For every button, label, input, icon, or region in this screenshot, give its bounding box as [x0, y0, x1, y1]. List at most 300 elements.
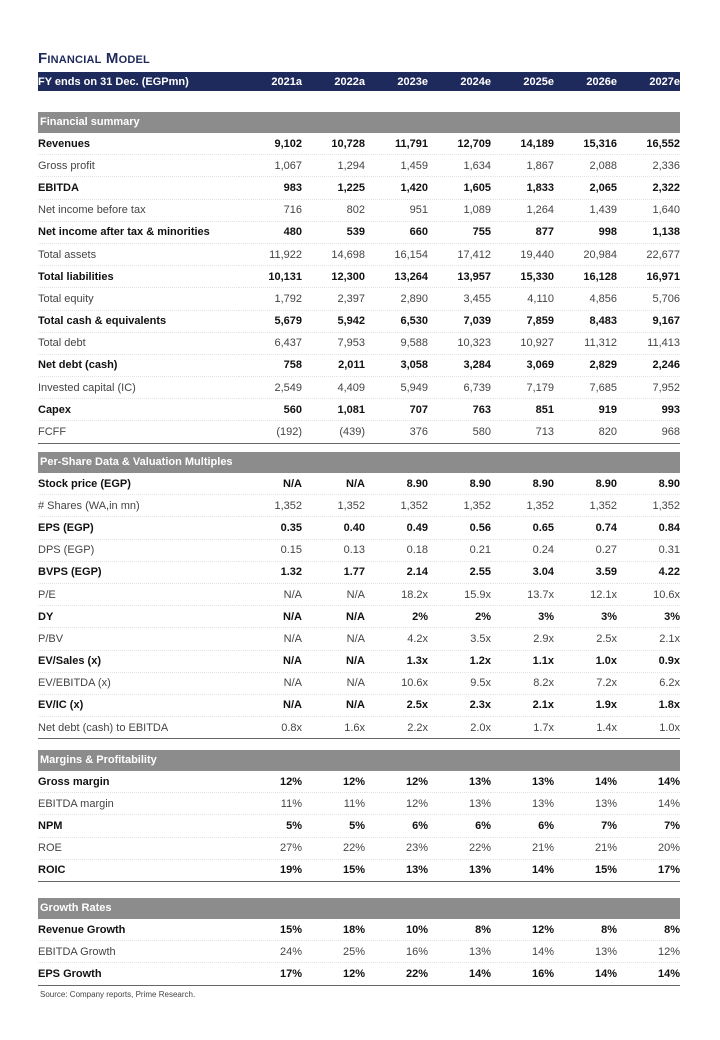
table-row [38, 243, 680, 265]
row-value: 1,605 [428, 177, 491, 199]
row-value: 10,927 [491, 332, 554, 354]
row-value: 21% [554, 837, 617, 859]
table-row [38, 650, 680, 672]
row-value: 1,067 [239, 155, 302, 177]
row-value: 2,829 [554, 354, 617, 376]
row-value: 11% [302, 793, 365, 815]
row-label: NPM [38, 815, 239, 837]
row-value: 18% [302, 919, 365, 941]
row-label: EBITDA Growth [38, 941, 239, 963]
row-value: 3% [491, 606, 554, 628]
row-value: 2% [428, 606, 491, 628]
row-value: 2,088 [554, 155, 617, 177]
table-row [38, 495, 680, 517]
row-value: 16,552 [617, 133, 680, 155]
table-row [38, 517, 680, 539]
row-value: N/A [302, 606, 365, 628]
row-value: 1,352 [365, 495, 428, 517]
row-label: EV/EBITDA (x) [38, 672, 239, 694]
row-value: 16,128 [554, 266, 617, 288]
table-row [38, 266, 680, 288]
section-header: Financial summary [38, 112, 680, 133]
year-col: 2027e [649, 75, 680, 88]
row-value: 11,312 [554, 332, 617, 354]
row-value: 9,588 [365, 332, 428, 354]
row-value: 7% [617, 815, 680, 837]
row-value: 580 [428, 421, 491, 443]
row-value: 7,179 [491, 377, 554, 399]
year-header [38, 72, 680, 91]
row-value: 1.6x [302, 717, 365, 739]
row-value: 2.9x [491, 628, 554, 650]
row-value: 0.18 [365, 539, 428, 561]
row-label: FCFF [38, 421, 239, 443]
row-value: 13,957 [428, 266, 491, 288]
row-value: 0.9x [617, 650, 680, 672]
row-value: 8.90 [554, 473, 617, 495]
row-value: 8.90 [491, 473, 554, 495]
row-value: 7.2x [554, 672, 617, 694]
table-row [38, 310, 680, 332]
row-value: N/A [302, 583, 365, 605]
row-value: 1,640 [617, 199, 680, 221]
row-label: EPS Growth [38, 963, 239, 985]
row-label: EBITDA margin [38, 793, 239, 815]
row-value: 1.3x [365, 650, 428, 672]
row-value: 15% [302, 859, 365, 881]
row-value: 13% [491, 793, 554, 815]
row-value: 993 [617, 399, 680, 421]
row-value: 4.22 [617, 561, 680, 583]
row-value: 14% [491, 859, 554, 881]
table-row [38, 963, 680, 985]
row-value: 9.5x [428, 672, 491, 694]
row-label: EV/Sales (x) [38, 650, 239, 672]
row-value: 1,420 [365, 177, 428, 199]
row-value: 0.49 [365, 517, 428, 539]
row-value: 3.04 [491, 561, 554, 583]
row-value: 15,330 [491, 266, 554, 288]
row-value: 3,058 [365, 354, 428, 376]
row-value: 2.1x [617, 628, 680, 650]
section-margins [38, 750, 680, 882]
year-col: 2022a [334, 75, 365, 88]
row-value: 1,225 [302, 177, 365, 199]
table-row [38, 332, 680, 354]
row-value: 2,011 [302, 354, 365, 376]
row-value: 763 [428, 399, 491, 421]
table-row [38, 941, 680, 963]
row-value: 4.2x [365, 628, 428, 650]
row-value: 7,039 [428, 310, 491, 332]
row-value: 10,323 [428, 332, 491, 354]
table-row [38, 399, 680, 421]
row-value: 1.7x [491, 717, 554, 739]
row-value: 8,483 [554, 310, 617, 332]
row-value: 13.7x [491, 583, 554, 605]
row-value: 6% [491, 815, 554, 837]
row-value: 10,131 [239, 266, 302, 288]
row-label: Revenues [38, 133, 239, 155]
row-value: 12% [302, 771, 365, 793]
row-value: 2,890 [365, 288, 428, 310]
row-value: N/A [302, 672, 365, 694]
table-row [38, 421, 680, 443]
row-value: 5,949 [365, 377, 428, 399]
row-value: 0.13 [302, 539, 365, 561]
row-value: 11,791 [365, 133, 428, 155]
row-value: 7,953 [302, 332, 365, 354]
row-value: 17% [617, 859, 680, 881]
row-value: 983 [239, 177, 302, 199]
row-value: 12% [239, 771, 302, 793]
row-value: 716 [239, 199, 302, 221]
source-note: Source: Company reports, Prime Research. [40, 990, 196, 999]
row-value: 1,089 [428, 199, 491, 221]
row-value: 12% [365, 793, 428, 815]
table-row [38, 771, 680, 793]
page-title: Financial Model [38, 50, 150, 67]
table-row [38, 694, 680, 716]
table-row [38, 221, 680, 243]
row-label: BVPS (EGP) [38, 561, 239, 583]
row-value: 1.1x [491, 650, 554, 672]
row-value: 14% [554, 771, 617, 793]
row-label: P/BV [38, 628, 239, 650]
row-value: (439) [302, 421, 365, 443]
table-row [38, 377, 680, 399]
row-value: 14,189 [491, 133, 554, 155]
row-value: 1,439 [554, 199, 617, 221]
row-value: 560 [239, 399, 302, 421]
row-value: 1,867 [491, 155, 554, 177]
row-value: 2,336 [617, 155, 680, 177]
row-value: 20% [617, 837, 680, 859]
row-value: 12% [491, 919, 554, 941]
row-value: 7,952 [617, 377, 680, 399]
row-value: 1.4x [554, 717, 617, 739]
row-label: Total liabilities [38, 266, 239, 288]
row-value: 0.84 [617, 517, 680, 539]
table-row [38, 919, 680, 941]
row-value: 13% [554, 941, 617, 963]
row-value: 19% [239, 859, 302, 881]
row-value: 5,706 [617, 288, 680, 310]
row-value: 0.31 [617, 539, 680, 561]
row-value: N/A [302, 650, 365, 672]
row-value: 851 [491, 399, 554, 421]
row-value: 14% [617, 963, 680, 985]
row-value: 2.2x [365, 717, 428, 739]
row-value: 1.9x [554, 694, 617, 716]
row-value: N/A [239, 606, 302, 628]
table-row [38, 583, 680, 605]
row-value: 12% [365, 771, 428, 793]
row-label: DPS (EGP) [38, 539, 239, 561]
row-value: 3.59 [554, 561, 617, 583]
row-value: 0.65 [491, 517, 554, 539]
row-value: 951 [365, 199, 428, 221]
row-label: Net debt (cash) to EBITDA [38, 717, 239, 739]
row-value: 1,634 [428, 155, 491, 177]
row-value: 1.77 [302, 561, 365, 583]
row-value: 1,352 [617, 495, 680, 517]
row-label: Stock price (EGP) [38, 473, 239, 495]
row-value: 877 [491, 221, 554, 243]
row-value: 17,412 [428, 243, 491, 265]
row-value: 15,316 [554, 133, 617, 155]
row-value: 2.1x [491, 694, 554, 716]
row-value: 22,677 [617, 243, 680, 265]
header-label: FY ends on 31 Dec. (EGPmn) [38, 75, 189, 88]
row-value: 16% [491, 963, 554, 985]
table-row [38, 133, 680, 155]
row-value: 8% [617, 919, 680, 941]
row-value: N/A [239, 473, 302, 495]
row-value: 998 [554, 221, 617, 243]
row-value: 1,264 [491, 199, 554, 221]
table-row [38, 606, 680, 628]
row-value: 6,530 [365, 310, 428, 332]
row-value: 10,728 [302, 133, 365, 155]
row-value: 8.90 [365, 473, 428, 495]
row-value: 24% [239, 941, 302, 963]
row-value: N/A [239, 672, 302, 694]
row-value: 15.9x [428, 583, 491, 605]
row-value: 22% [302, 837, 365, 859]
row-value: 2.5x [554, 628, 617, 650]
row-value: 12,300 [302, 266, 365, 288]
row-value: 6% [365, 815, 428, 837]
row-value: 1,138 [617, 221, 680, 243]
row-value: 22% [365, 963, 428, 985]
row-value: 480 [239, 221, 302, 243]
row-value: 14% [617, 793, 680, 815]
row-value: 5,679 [239, 310, 302, 332]
row-label: Total equity [38, 288, 239, 310]
row-value: 5% [302, 815, 365, 837]
row-label: Net income before tax [38, 199, 239, 221]
row-value: 968 [617, 421, 680, 443]
row-value: 2,549 [239, 377, 302, 399]
row-value: 11,413 [617, 332, 680, 354]
row-value: (192) [239, 421, 302, 443]
row-value: 11% [239, 793, 302, 815]
row-value: 15% [554, 859, 617, 881]
row-value: 13% [365, 859, 428, 881]
row-label: # Shares (WA,in mn) [38, 495, 239, 517]
row-value: 10.6x [617, 583, 680, 605]
row-value: 0.24 [491, 539, 554, 561]
row-value: N/A [239, 628, 302, 650]
row-value: 2,246 [617, 354, 680, 376]
row-value: 0.56 [428, 517, 491, 539]
row-value: 1.0x [554, 650, 617, 672]
row-value: 2.14 [365, 561, 428, 583]
table-row [38, 288, 680, 310]
row-value: 1,352 [491, 495, 554, 517]
year-col: 2024e [460, 75, 491, 88]
year-col: 2025e [523, 75, 554, 88]
table-row [38, 473, 680, 495]
row-value: 1,294 [302, 155, 365, 177]
row-value: 13% [428, 771, 491, 793]
row-value: 1,352 [239, 495, 302, 517]
row-value: 13,264 [365, 266, 428, 288]
row-value: 19,440 [491, 243, 554, 265]
row-label: Gross margin [38, 771, 239, 793]
row-value: 16% [365, 941, 428, 963]
row-value: N/A [239, 694, 302, 716]
table-row [38, 815, 680, 837]
row-value: 1,352 [428, 495, 491, 517]
row-label: Revenue Growth [38, 919, 239, 941]
row-label: Gross profit [38, 155, 239, 177]
row-value: 14% [617, 771, 680, 793]
row-value: 1,459 [365, 155, 428, 177]
row-label: P/E [38, 583, 239, 605]
row-value: 12.1x [554, 583, 617, 605]
row-value: 6,739 [428, 377, 491, 399]
row-value: 23% [365, 837, 428, 859]
row-value: 0.21 [428, 539, 491, 561]
row-value: 376 [365, 421, 428, 443]
row-value: 0.35 [239, 517, 302, 539]
row-value: 11,922 [239, 243, 302, 265]
row-value: 16,154 [365, 243, 428, 265]
row-value: 12% [617, 941, 680, 963]
row-value: 7,859 [491, 310, 554, 332]
row-value: 20,984 [554, 243, 617, 265]
row-value: N/A [239, 583, 302, 605]
row-value: 10% [365, 919, 428, 941]
row-value: 8.2x [491, 672, 554, 694]
row-value: 17% [239, 963, 302, 985]
row-value: 0.74 [554, 517, 617, 539]
row-value: 2,322 [617, 177, 680, 199]
row-value: 8.90 [617, 473, 680, 495]
row-value: 4,110 [491, 288, 554, 310]
row-value: 3,455 [428, 288, 491, 310]
row-label: DY [38, 606, 239, 628]
row-value: 713 [491, 421, 554, 443]
row-label: Capex [38, 399, 239, 421]
row-value: 12% [302, 963, 365, 985]
row-label: Invested capital (IC) [38, 377, 239, 399]
row-value: 707 [365, 399, 428, 421]
row-value: 5% [239, 815, 302, 837]
row-value: 758 [239, 354, 302, 376]
section-header: Growth Rates [38, 898, 680, 919]
row-value: 8% [428, 919, 491, 941]
row-label: Net income after tax & minorities [38, 221, 239, 243]
row-value: 18.2x [365, 583, 428, 605]
row-value: 3.5x [428, 628, 491, 650]
row-value: 1.32 [239, 561, 302, 583]
row-value: 1.2x [428, 650, 491, 672]
row-value: N/A [302, 473, 365, 495]
row-label: Net debt (cash) [38, 354, 239, 376]
table-row [38, 539, 680, 561]
row-value: 755 [428, 221, 491, 243]
row-value: 3% [554, 606, 617, 628]
row-label: ROIC [38, 859, 239, 881]
row-label: Total assets [38, 243, 239, 265]
row-value: 14,698 [302, 243, 365, 265]
year-col: 2023e [397, 75, 428, 88]
table-row [38, 793, 680, 815]
row-value: 13% [554, 793, 617, 815]
row-value: 1,081 [302, 399, 365, 421]
section-per-share [38, 452, 680, 739]
row-value: 1,352 [554, 495, 617, 517]
row-value: 0.15 [239, 539, 302, 561]
row-value: 25% [302, 941, 365, 963]
row-label: ROE [38, 837, 239, 859]
row-value: 3% [617, 606, 680, 628]
row-value: 7% [554, 815, 617, 837]
row-value: 2,397 [302, 288, 365, 310]
row-label: EV/IC (x) [38, 694, 239, 716]
table-row [38, 672, 680, 694]
row-value: 4,856 [554, 288, 617, 310]
row-value: 5,942 [302, 310, 365, 332]
row-value: 10.6x [365, 672, 428, 694]
table-row [38, 177, 680, 199]
row-value: 14% [491, 941, 554, 963]
table-row [38, 717, 680, 739]
row-value: 2,065 [554, 177, 617, 199]
row-value: 660 [365, 221, 428, 243]
row-value: 13% [428, 793, 491, 815]
row-value: 802 [302, 199, 365, 221]
table-row [38, 199, 680, 221]
table-row [38, 354, 680, 376]
year-col: 2026e [586, 75, 617, 88]
row-value: 27% [239, 837, 302, 859]
row-value: 9,167 [617, 310, 680, 332]
section-header: Margins & Profitability [38, 750, 680, 771]
row-value: 820 [554, 421, 617, 443]
row-value: 1,833 [491, 177, 554, 199]
row-label: Total debt [38, 332, 239, 354]
row-value: 12,709 [428, 133, 491, 155]
row-value: 13% [428, 941, 491, 963]
row-value: 0.27 [554, 539, 617, 561]
row-value: 2% [365, 606, 428, 628]
row-value: 13% [491, 771, 554, 793]
section-header: Per-Share Data & Valuation Multiples [38, 452, 680, 473]
row-value: 16,971 [617, 266, 680, 288]
row-value: 1.8x [617, 694, 680, 716]
row-value: 6,437 [239, 332, 302, 354]
row-value: N/A [239, 650, 302, 672]
table-row [38, 628, 680, 650]
row-value: 1,352 [302, 495, 365, 517]
row-label: Total cash & equivalents [38, 310, 239, 332]
table-row [38, 561, 680, 583]
row-label: EPS (EGP) [38, 517, 239, 539]
row-value: 8.90 [428, 473, 491, 495]
row-label: EBITDA [38, 177, 239, 199]
row-value: 7,685 [554, 377, 617, 399]
row-value: 1.0x [617, 717, 680, 739]
row-value: 2.0x [428, 717, 491, 739]
row-value: 3,284 [428, 354, 491, 376]
table-row [38, 155, 680, 177]
row-value: 9,102 [239, 133, 302, 155]
row-value: 4,409 [302, 377, 365, 399]
